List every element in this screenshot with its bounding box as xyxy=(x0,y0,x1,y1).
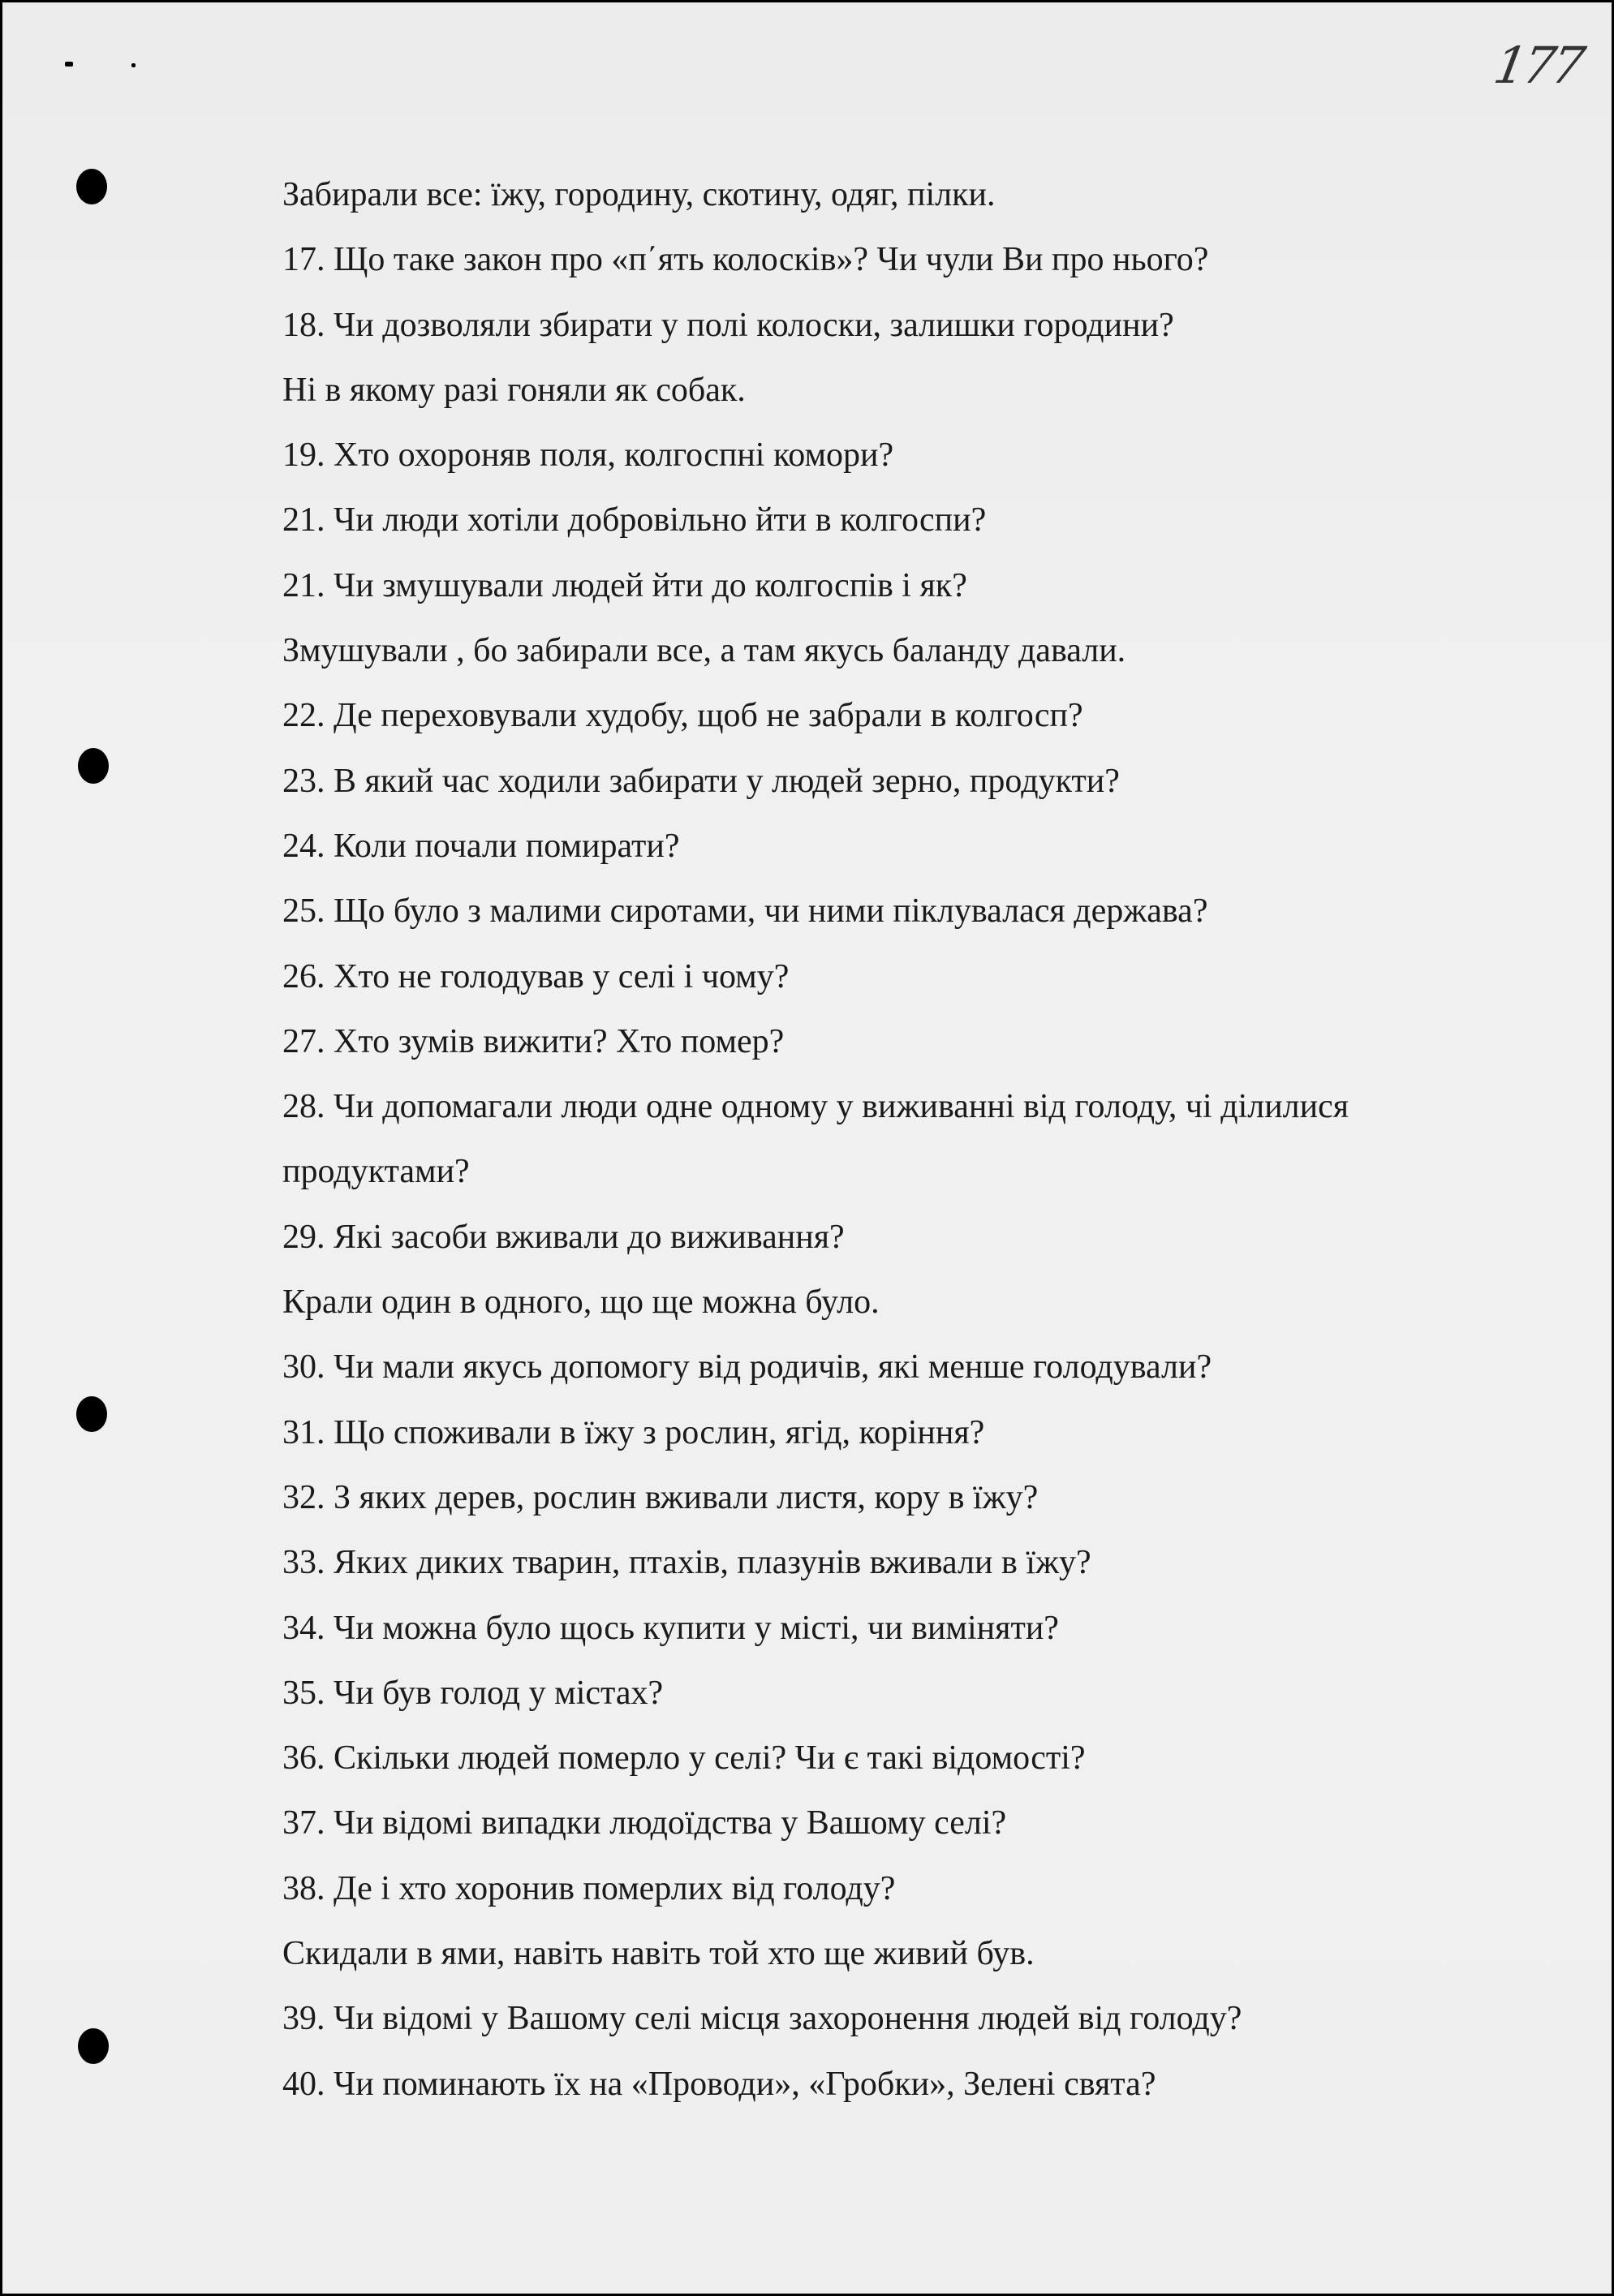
question-23: 23. В який час ходили забирати у людей зерно, продукти? xyxy=(282,762,1120,800)
question-17: 17. Що таке закон про «п΄ять колосків»? Чи чули Ви про нього? xyxy=(282,241,1209,279)
question-18: 18. Чи дозволяли збирати у полі колоски, залишки городини? xyxy=(282,306,1174,344)
punch-hole xyxy=(78,748,109,784)
question-21a: 21. Чи люди хотіли добровільно йти в колгоспи? xyxy=(282,501,987,540)
answer-18: Ні в якому разі гоняли як собак. xyxy=(282,371,746,409)
question-24: 24. Коли почали помирати? xyxy=(282,827,680,865)
question-19: 19. Хто охороняв поля, колгоспні комори? xyxy=(282,436,894,475)
question-32: 32. З яких дерев, рослин вживали листя, кору в їжу? xyxy=(282,1478,1039,1516)
question-22: 22. Де переховували худобу, щоб не забрали в колгосп? xyxy=(282,697,1083,735)
answer-38: Скидали в ями, навіть навіть той хто ще живий був. xyxy=(282,1935,1035,1973)
ink-speck xyxy=(131,63,136,67)
question-26: 26. Хто не голодував у селі і чому? xyxy=(282,957,790,995)
question-29: 29. Які засоби вживали до виживання? xyxy=(282,1218,845,1256)
answer-29: Крали один в одного, що ще можна було. xyxy=(282,1283,880,1322)
question-27: 27. Хто зумів вижити? Хто помер? xyxy=(282,1022,785,1060)
question-31: 31. Що споживали в їжу з рослин, ягід, коріння? xyxy=(282,1413,985,1451)
question-28: 28. Чи допомагали люди одне одному у виживанні від голоду, чі ділилися xyxy=(282,1088,1349,1126)
question-38: 38. Де і хто хоронив померлих від голоду? xyxy=(282,1869,896,1907)
question-34: 34. Чи можна було щось купити у місті, чи виміняти? xyxy=(282,1609,1059,1647)
ink-speck xyxy=(65,62,73,67)
text-line: Забирали все: їжу, городину, скотину, одяг, пілки. xyxy=(282,176,996,213)
question-39: 39. Чи відомі у Вашому селі місця захоронення людей від голоду? xyxy=(282,2000,1242,2038)
question-21b: 21. Чи змушували людей йти до колгоспів і як? xyxy=(282,566,967,604)
question-35: 35. Чи був голод у містах? xyxy=(282,1674,664,1712)
punch-hole xyxy=(76,169,107,204)
page-number: 177 xyxy=(1489,36,1586,95)
question-30: 30. Чи мали якусь допомогу від родичів, які менше голодували? xyxy=(282,1348,1212,1387)
question-28-continued: продуктами? xyxy=(282,1153,470,1191)
question-36: 36. Скільки людей померло у селі? Чи є такі відомості? xyxy=(282,1739,1086,1778)
question-40: 40. Чи поминають їх на «Проводи», «Гробки», Зелені свята? xyxy=(282,2065,1156,2103)
questionnaire-text xyxy=(282,162,1516,2117)
punch-hole xyxy=(78,2028,109,2064)
question-25: 25. Що було з малими сиротами, чи ними піклувалася держава? xyxy=(282,892,1208,931)
question-33: 33. Яких диких тварин, птахів, плазунів вживали в їжу? xyxy=(282,1544,1091,1582)
question-37: 37. Чи відомі випадки людоїдства у Вашому селі? xyxy=(282,1804,1007,1842)
answer-21: Змушували , бо забирали все, а там якусь баланду давали. xyxy=(282,632,1126,670)
punch-hole xyxy=(76,1396,107,1432)
